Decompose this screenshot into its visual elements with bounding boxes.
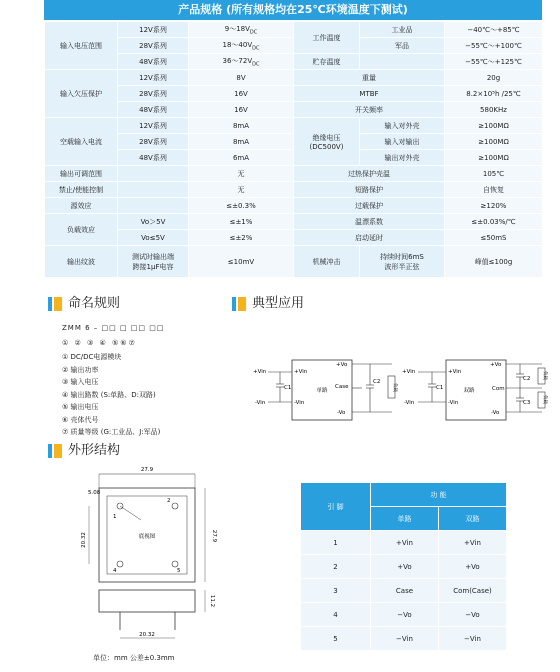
naming-nums: ① ② ③ ④ ⑤⑥⑦ <box>62 338 137 347</box>
spec-label: 输入欠压保护 <box>45 70 118 118</box>
spec-cond: 测试时输出端 跨接1μF电容 <box>118 246 189 278</box>
spec-value: −55℃～+125℃ <box>445 54 543 70</box>
dual-vin-m: -Vin <box>404 400 415 406</box>
spec-label: 输出纹波 <box>45 246 118 278</box>
spec-value: ≤50mS <box>445 230 543 246</box>
single-pin-vin-m: -Vin <box>294 400 305 406</box>
single-circuit <box>253 360 399 420</box>
dim-side-right: 27.9 <box>211 529 217 543</box>
pin-header: 引 脚 <box>301 483 371 531</box>
spec-value: −55℃～+100℃ <box>445 38 543 54</box>
section-typical: 典型应用 <box>232 295 304 313</box>
dim-side-left: 20.32 <box>81 532 87 548</box>
spec-value: ≤10mV <box>189 246 294 278</box>
spec-value: ≤±0.03%/℃ <box>445 214 543 230</box>
single-case: Case <box>335 384 349 390</box>
spec-value: ≤±0.3% <box>189 198 294 214</box>
pin-5 <box>172 561 178 567</box>
dual-c2: C2 <box>523 376 531 382</box>
single-load: 负载 <box>392 383 397 392</box>
naming-item: ① DC/DC电源模块 <box>62 353 122 361</box>
spec-label: 短路保护 <box>294 182 445 198</box>
spec-cond: 持续时间6mS 波形半正弦 <box>360 246 445 278</box>
spec-value: −40℃～+85℃ <box>445 22 543 38</box>
dim-bottom-width: 20.32 <box>139 632 155 638</box>
spec-cond: 12V系列 <box>118 22 189 38</box>
spec-value: 105℃ <box>445 166 543 182</box>
spec-value: ≤±2% <box>189 230 294 246</box>
dual-vo-p: +Vo <box>490 362 502 368</box>
spec-value: ≥100MΩ <box>445 118 543 134</box>
spec-cond: 12V系列 <box>118 118 189 134</box>
spec-cond: 输入对外壳 <box>360 118 445 134</box>
typical-circuit <box>250 350 560 430</box>
section-naming: 命名规则 <box>48 295 120 313</box>
pin-single: +Vo <box>371 555 439 579</box>
single-module-label: 单路 <box>316 388 328 394</box>
dim-pitch: 5.08 <box>88 490 101 496</box>
pin-dual: −Vo <box>439 603 507 627</box>
spec-value: 6mA <box>189 150 294 166</box>
dual-c1: C1 <box>436 385 444 391</box>
spec-value: $36\sim 72V_{DC}$ <box>189 54 294 70</box>
spec-value: 峰值≤100g <box>445 246 543 278</box>
naming-rules <box>62 322 164 439</box>
pin-5-label: 5 <box>177 568 181 574</box>
naming-item: ⑦ 质量等级 (G:工业品、J:军品) <box>62 428 161 436</box>
spec-value: ≤±1% <box>189 214 294 230</box>
single-c1: C1 <box>284 385 292 391</box>
spec-label: 源效应 <box>45 198 118 214</box>
spec-label: 输入电压范围 <box>45 22 118 70</box>
pin-table <box>300 482 507 651</box>
pin-number: 3 <box>301 579 371 603</box>
unit-note: 单位：mm 公差±0.3mm <box>93 654 175 662</box>
spec-value: ≥120% <box>445 198 543 214</box>
spec-cond: 48V系列 <box>118 150 189 166</box>
spec-label: 温漂系数 <box>294 214 445 230</box>
spec-value: 20g <box>445 70 543 86</box>
spec-label: 开关频率 <box>294 102 445 118</box>
spec-value: 8mA <box>189 134 294 150</box>
spec-cond: 48V系列 <box>118 54 189 70</box>
single-vin-m: -Vin <box>255 400 266 406</box>
bottom-view-label: 底视图 <box>138 534 156 540</box>
pin-single: Case <box>371 579 439 603</box>
spec-cond: 28V系列 <box>118 134 189 150</box>
dual-pin-vin-p: +Vin <box>448 369 462 375</box>
pin-dual: +Vin <box>439 531 507 555</box>
spec-value: 无 <box>189 166 294 182</box>
dual-load-1: 负载 <box>542 371 547 380</box>
dual-circuit <box>402 360 549 420</box>
spec-value: ≥100MΩ <box>445 150 543 166</box>
spec-cond: 28V系列 <box>118 86 189 102</box>
spec-value: 580KHz <box>445 102 543 118</box>
dual-header: 双路 <box>439 507 507 531</box>
spec-value: ≥100MΩ <box>445 134 543 150</box>
pin-dual: −Vin <box>439 627 507 651</box>
pin-single: −Vin <box>371 627 439 651</box>
spec-table <box>44 21 543 278</box>
section-structure: 外形结构 <box>48 442 120 460</box>
naming-item: ② 输出功率 <box>62 365 99 374</box>
spec-cond: 输出对外壳 <box>360 150 445 166</box>
pin-4 <box>117 561 123 567</box>
single-vo-m: -Vo <box>337 410 346 416</box>
dual-c3: C3 <box>523 400 531 406</box>
single-header: 单路 <box>371 507 439 531</box>
dual-vo-m: -Vo <box>491 410 500 416</box>
pin-number: 2 <box>301 555 371 579</box>
pin-number: 1 <box>301 531 371 555</box>
mechanical-drawing <box>55 460 235 650</box>
dual-pin-vin-m: -Vin <box>448 400 459 406</box>
spec-label: 过热保护壳温 <box>294 166 445 182</box>
spec-cond: 48V系列 <box>118 102 189 118</box>
single-pin-vin-p: +Vin <box>294 369 308 375</box>
spec-value: 16V <box>189 86 294 102</box>
naming-item: ⑥ 壳体代号 <box>62 415 99 424</box>
spec-label: 过载保护 <box>294 198 445 214</box>
dual-module-label: 双路 <box>463 388 475 394</box>
module-side-outline <box>99 590 195 612</box>
spec-value: 无 <box>189 182 294 198</box>
spec-cond: 军品 <box>360 38 445 54</box>
spec-cond: Vo＞5V <box>118 214 189 230</box>
spec-title: 产品规格 (所有规格均在25℃环境温度下测试) <box>44 0 542 20</box>
naming-item: ③ 输入电压 <box>62 378 99 386</box>
single-c2: C2 <box>373 379 381 385</box>
pin-2 <box>172 503 178 509</box>
naming-item: ④ 输出路数 (S:单路、D:双路) <box>62 390 156 399</box>
single-vo-p: +Vo <box>336 362 348 368</box>
spec-cond: 12V系列 <box>118 70 189 86</box>
pin-number: 5 <box>301 627 371 651</box>
dual-com: Com <box>492 386 505 392</box>
spec-label: 空载输入电流 <box>45 118 118 166</box>
spec-value: $18\sim 40V_{DC}$ <box>189 38 294 54</box>
spec-label: 禁止/使能控制 <box>45 182 118 198</box>
spec-value: 自恢复 <box>445 182 543 198</box>
spec-value: 8V <box>189 70 294 86</box>
spec-label: 重量 <box>294 70 445 86</box>
spec-value: $9\sim 18V_{DC}$ <box>189 22 294 38</box>
function-header: 功 能 <box>371 483 507 507</box>
spec-label: 绝缘电压 (DC500V) <box>294 118 360 166</box>
spec-label: 工作温度 <box>294 22 360 54</box>
pin-single: +Vin <box>371 531 439 555</box>
single-vin-p: +Vin <box>253 369 267 375</box>
pin-2-label: 2 <box>167 498 171 504</box>
spec-cond: 工业品 <box>360 22 445 38</box>
spec-cond: Vo≤5V <box>118 230 189 246</box>
spec-cond: 输入对输出 <box>360 134 445 150</box>
pin-dual: +Vo <box>439 555 507 579</box>
naming-code: ZMM 6 – □□ □ □□ □□ <box>62 324 165 332</box>
spec-value: 16V <box>189 102 294 118</box>
pin-single: −Vo <box>371 603 439 627</box>
spec-value: 8mA <box>189 118 294 134</box>
pin-number: 4 <box>301 603 371 627</box>
spec-label: 输出可调范围 <box>45 166 118 182</box>
spec-value: 8.2×10⁵h /25℃ <box>445 86 543 102</box>
spec-label: 负载效应 <box>45 214 118 246</box>
spec-label: MTBF <box>294 86 445 102</box>
pin-1-label: 1 <box>113 514 117 520</box>
spec-label: 机械冲击 <box>294 246 360 278</box>
spec-label: 贮存温度 <box>294 54 360 70</box>
naming-item: ⑤ 输出电压 <box>62 403 99 411</box>
pin-4-label: 4 <box>113 568 117 574</box>
dual-load-2: 负载 <box>542 395 547 404</box>
dim-width-top: 27.9 <box>140 467 154 473</box>
spec-cond: 28V系列 <box>118 38 189 54</box>
dual-vin-p: +Vin <box>402 369 416 375</box>
dim-height: 11.2 <box>209 594 215 608</box>
pin-dual: Com(Case) <box>439 579 507 603</box>
spec-label: 启动延时 <box>294 230 445 246</box>
